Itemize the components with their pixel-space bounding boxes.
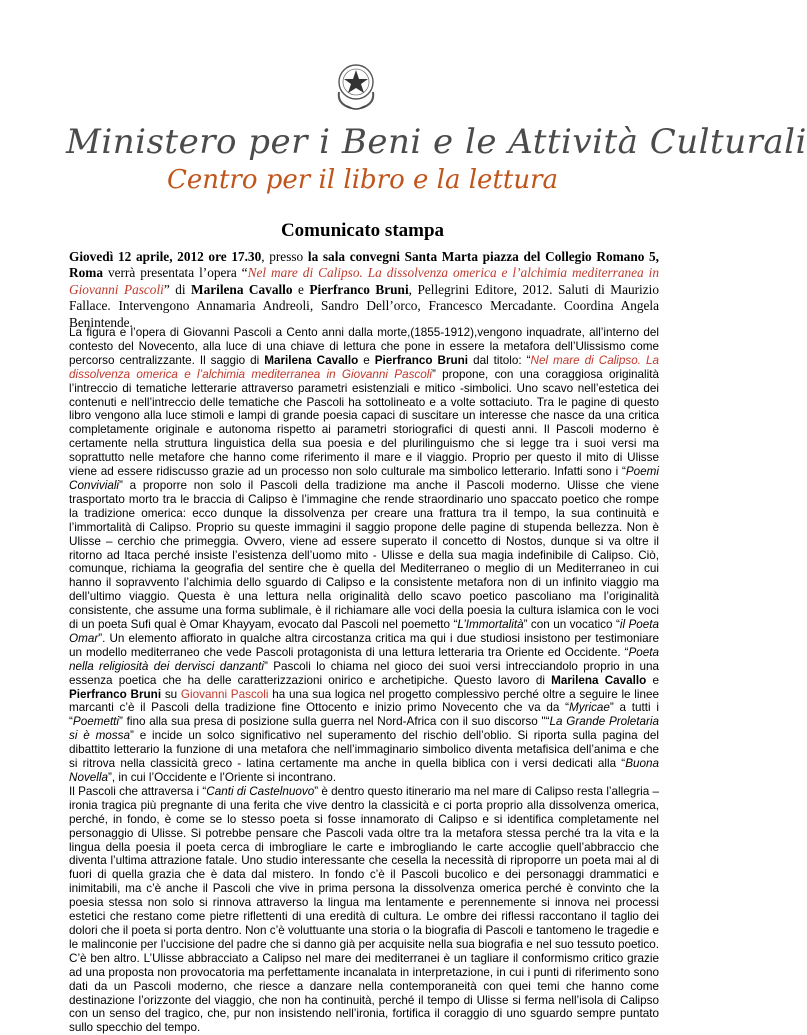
text-run: ”, in cui l’Occidente e l’Oriente si incontrano.	[107, 771, 336, 784]
text-run: ”. Un elemento affiorato in qualche altra circostanza critica ma qui i due studiosi insistono per testimoniare un modello mediterraneo che vede Pascoli protagonista di una lettura letteraria tra Oriente ed Occidente. “	[69, 631, 659, 659]
intro-text: ” di	[163, 281, 192, 297]
text-run: La figura e l’opera di Giovanni Pascoli a Cento anni dalla morte,(1855-1912),vengono inquadrate, all’interno del contesto del Novecento, alla luce di una chiave di lettura che pone in essere la metafora dell’Ulissismo come percorso centralizzante. Il saggio di	[69, 326, 659, 367]
work-title: Buona Novella	[69, 757, 659, 784]
text-run: ” a tutti i “	[69, 701, 659, 729]
work-title: il Poeta Omar	[69, 618, 660, 645]
body-text	[69, 326, 659, 1035]
intro-paragraph	[69, 249, 659, 331]
text-run: ” con un vocatico “	[523, 618, 620, 632]
text-run: ” Pascoli lo chiama nel gioco dei suoi versi intrecciandolo proprio in una essenza poetica che ha delle caratterizzazioni onirico e archetipiche. Questo lavoro di	[69, 659, 660, 687]
text-run: su	[161, 687, 181, 701]
author-name: Marilena Cavallo	[264, 353, 359, 367]
intro-text: , Pellegrini Editore, 2012. Saluti di Maurizio Fallace. Intervengono Annamaria Andreoli, Sandro Dell’orco, Francesco Mercadante. Coordina Angela Benintende.	[69, 281, 659, 330]
work-title: Poemi Conviviali	[69, 465, 659, 492]
intro-text: e	[292, 281, 310, 297]
text-run: ” a proporre non solo il Pascoli della tradizione ma anche il Pascoli moderno. Ulisse che viene trasportato morto tra le braccia di Calipso è l’immagine che rende straordinario uno spaccato poetico che rompe la tradizione omerica: ecco dunque la dissolvenza per creare una frattura tra il tempo, la sua continuità e l’immortalità di Calipso. Proprio su queste immagini il saggio propone delle pagine di stupenda bellezza. Non è Ulisse – cerchio che primeggia. Ovvero, viene ad essere superato il concetto di Nostos, dunque si va oltre il ritorno ad Itaca perché insiste l’esistenza dell’uomo mito - Ulisse e della sua magia indefinibile di Calipso. Ciò, comunque, richiama la geografia del sentire che è quella del Mediterraneo o meglio di un Mediterraneo in cui hanno il sopravvento l’alchimia dello sguardo di Calipso e la consistente metafora non di un infinito viaggio ma dell’ultimo viaggio. Questa è una lettura nella originalità dello scavo poetico pascoliano ma l’originalità consistente, che assume una forma sublimale, è il richiamare alle voci della poesia la cultura islamica con le voci di un poeta Sufi qual è Omar Khayyam, evocato dal Pascoli nel poemetto “	[69, 478, 659, 632]
author-name: Pierfranco Bruni	[374, 353, 469, 367]
text-run: Il Pascoli che attraversa i “	[69, 784, 207, 798]
centro-subtitle: Centro per il libro e la lettura	[166, 165, 559, 195]
author-name: Marilena Cavallo	[191, 281, 293, 297]
event-venue: la sala convegni Santa Marta piazza del Collegio Romano 5, Roma	[69, 249, 659, 281]
event-date: Giovedì 12 aprile, 2012 ore 17.30	[69, 249, 262, 264]
body-paragraph	[69, 326, 659, 785]
book-title: Nel mare di Calipso. La dissolvenza omerica e l’alchimia mediterranea in Giovanni Pascoli	[69, 265, 659, 297]
intro-text: , presso	[261, 249, 308, 264]
work-title: La Grande Proletaria si è mossa	[69, 715, 660, 743]
book-title: Nel mare di Calipso. La dissolvenza omerica e l’alchimia mediterranea in Giovanni Pascoli	[69, 353, 659, 381]
italian-republic-emblem-icon	[333, 62, 379, 112]
author-name: Pierfranco Bruni	[309, 281, 409, 297]
ministry-title: Ministero per i Beni e le Attività Culturali	[66, 122, 807, 162]
work-title: L’Immortalità	[457, 618, 524, 632]
text-run: e	[358, 353, 375, 367]
body-paragraph	[69, 785, 659, 1035]
poet-name: Giovanni Pascoli	[180, 687, 269, 701]
text-run: ” e incide un solco significativo nel superamento del rischio dell’oblio. Si riporta sulla pagina del dibattito letterario la funzione di una metafora che nell’immaginario simbolico diventa metafisica dell’anima e che si ritrova nella classicità greco - latina certamente ma anche in quella biblica con i versi dedicati alla “	[69, 729, 660, 771]
work-title: Poeta nella religiosità dei dervisci danzanti	[69, 645, 659, 673]
author-name: Marilena Cavallo	[551, 673, 647, 687]
text-run: ha una sua logica nel progetto complessivo perché oltre a seguire le linee marcanti c’è il Pascoli della tradizione fine Ottocento e inizio primo Novecento che va da “	[69, 687, 659, 715]
work-title: Myricae	[569, 701, 610, 715]
author-name: Pierfranco Bruni	[69, 687, 162, 701]
text-run: ” propone, con una coraggiosa originalità l’intreccio di tematiche letterarie attraverso parametri esistenziali e mitico -simbolici. Uno scavo nell’estetica dei contenuti e nell’intreccio delle tematiche che Pascoli ha sottolineato e a volte sottaciuto. Tra le pagine di questo libro vengono alla luce stimoli e lampi di grande poesia capaci di suscitare un interesse che nasce da una critica completamente originale e autonoma rispetto ai parametri storiografici di questi anni. Il Pascoli moderno è certamente nella struttura linguistica della sua poesia e del plurilinguismo che si legge tra i suoi versi ma soprattutto nelle metafore che hanno come riferimento il mare e il viaggio. Proprio per questo il mito di Ulisse viene ad essere ridiscusso grazie ad un processo non solo culturale ma simbolico letterario. Infatti sono i “	[69, 367, 659, 479]
text-run: ” è dentro questo itinerario ma nel mare di Calipso resta l’allegria – ironia tragica più pregnante di una ferita che vive dentro la classicità e ci porta proprio alla dissolvenza omerica, perché, in fondo, è come se lo stesso poeta si fosse innamorato di Calipso e si identifica completamente nel personaggio di Ulisse. Si potrebbe pensare che Pascoli vada oltre tra la metafora stessa perché tra la vita e la lingua della poesia il poeta cerca di imbrogliare le carte e imbrogliando le carte accoglie quell’abbraccio che diventa l’ultima attrazione fatale. Uno studio interessante che cesella la necessità di riproporre un poeta mai al di fuori di quella grazia che è data dal mistero. In fondo c’è il Pascoli bucolico e dei personaggi drammatici e inimitabili, ma c’è anche il Pascoli che vive in prima persona la dissolvenza omerica perché è convinto che la poesia stessa non solo si rinnova attraverso la lingua ma lentamente e perennemente si innova nei processi estetici che restano come pietre riflettenti di una eredità di cultura. Le ombre dei riflessi raccontano il taglio dei dolori che il poeta si porta dentro. Non c’è voluttuante una storia o la biografia di Pascoli e tantomeno le tragedie e le malinconie per l’uccisione del padre che si danno già per acquisite nella sua biografia e nel suo tessuto poetico. C’è ben altro. L’Ulisse abbracciato a Calipso nel mare dei mediterranei è un tagliare il conformismo critico grazie ad una proposta non provocatoria ma perfettamente incanalata in interpretazione, in cui i punti di riferimento sono dati da un Pascoli moderno, che riesce a danzare nella contemporaneità con quei temi che hanno come destinazione l’orizzonte del viaggio, che non ha continuità, perché il tempo di Ulisse si ferma nell’isola di Calipso con un senso del tragico, che, pur non insistendo nell’ironia, fortifica il coraggio di uno sguardo sempre puntato sullo specchio del tempo.	[69, 784, 659, 1035]
intro-text: verrà presentata l’opera “	[102, 265, 248, 281]
text-run: e	[646, 673, 659, 687]
text-run: ” fino alla sua presa di posizione sulla guerra nel Nord-Africa con il suo discorso "“	[119, 715, 550, 729]
page-title: Comunicato stampa	[280, 220, 445, 241]
work-title: Poemetti	[72, 715, 120, 729]
text-run: dal titolo: “	[468, 353, 531, 367]
work-title: Canti di Castelnuovo	[206, 784, 315, 798]
